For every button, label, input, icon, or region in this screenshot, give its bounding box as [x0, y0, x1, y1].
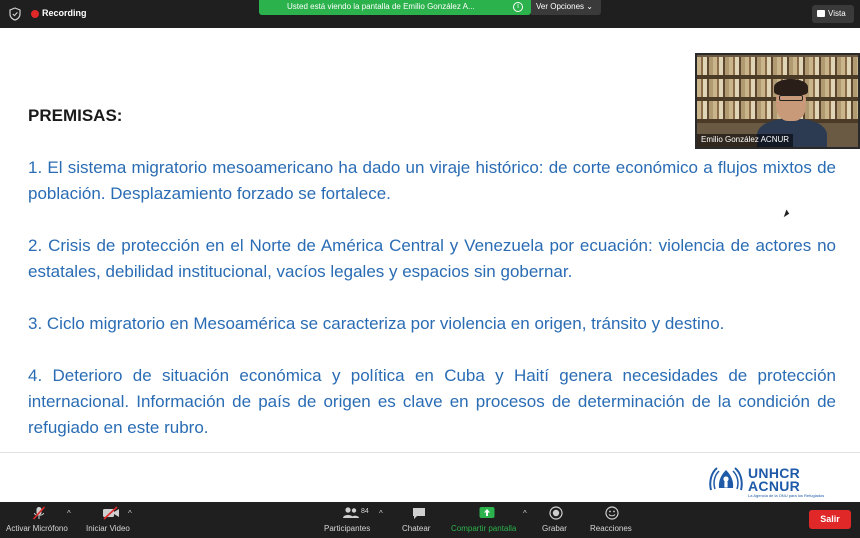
person-glasses [779, 95, 803, 101]
share-screen-button[interactable] [451, 502, 523, 538]
record-icon [549, 506, 563, 520]
reactions-label: Reacciones [590, 524, 632, 533]
acnur-name: ACNUR [748, 478, 801, 494]
recording-label: Recording [42, 8, 87, 18]
record-label: Grabar [542, 524, 567, 533]
leave-meeting-label: Salir [820, 514, 840, 524]
premise-1: 1. El sistema migratorio mesoamericano ha dado un viraje histórico: de corte económico a flujos mixtos de población. Desplazamiento forzado se fortalece. [28, 158, 836, 203]
view-label: Vista [828, 9, 846, 18]
leave-meeting-button[interactable] [809, 510, 851, 529]
participants-button[interactable] [324, 502, 380, 538]
start-video-label: Iniciar Video [86, 524, 130, 533]
screen-share-banner [259, 0, 531, 15]
chat-button[interactable] [402, 502, 436, 538]
unhcr-tagline: La Agencia de la ONU para los Refugiados [748, 493, 825, 498]
view-grid-icon [817, 10, 825, 17]
slide-heading: PREMISAS: [28, 106, 123, 125]
shield-icon[interactable] [9, 7, 21, 21]
start-video-button[interactable] [86, 502, 136, 538]
mouse-cursor-icon [784, 210, 790, 219]
chat-bubble-icon [412, 506, 426, 520]
screen-share-text: Usted está viendo la pantalla de Emilio González A... [287, 2, 475, 11]
microphone-muted-icon [32, 506, 46, 520]
premise-3: 3. Ciclo migratorio en Mesoamérica se caracteriza por violencia en origen, tránsito y destino. [28, 314, 725, 333]
share-options-chevron-icon[interactable]: ^ [523, 509, 527, 518]
bottom-toolbar [0, 502, 860, 538]
unhcr-emblem-icon [707, 464, 745, 494]
info-icon[interactable]: i [513, 2, 523, 12]
view-button[interactable] [812, 5, 854, 23]
unmute-label: Activar Micrófono [6, 524, 68, 533]
person-hair [774, 79, 808, 95]
view-options-button[interactable] [531, 0, 601, 15]
premise-2: 2. Crisis de protección en el Norte de América Central y Venezuela por ecuación: violencia de actores no estatales, debilidad institucional, vacíos legales y espacios sin gobernar. [28, 236, 836, 281]
unhcr-name: UNHCR [748, 465, 801, 481]
share-screen-icon [479, 506, 495, 520]
record-button[interactable] [541, 502, 571, 538]
share-screen-label: Compartir pantalla [451, 524, 517, 533]
participant-video[interactable] [695, 53, 860, 149]
participants-label: Participantes [324, 524, 371, 533]
unmute-button[interactable] [6, 502, 78, 538]
reactions-button[interactable] [589, 502, 635, 538]
top-bar [0, 0, 860, 28]
bookshelf-row [697, 57, 860, 75]
slide-divider [0, 452, 860, 453]
video-options-chevron-icon[interactable]: ^ [128, 509, 132, 518]
recording-dot-icon [31, 10, 39, 18]
participants-icon [342, 506, 360, 520]
participants-options-chevron-icon[interactable]: ^ [379, 509, 383, 518]
reactions-smiley-icon [605, 506, 619, 520]
view-options-label: Ver Opciones ⌄ [536, 2, 593, 11]
mic-options-chevron-icon[interactable]: ^ [67, 509, 71, 518]
video-off-icon [102, 506, 120, 520]
chat-label: Chatear [402, 524, 431, 533]
premise-4: 4. Deterioro de situación económica y política en Cuba y Haití genera necesidades de protección internacional. Información de país de origen es clave en procesos de determinación de la condición de refugiado en este rubro. [28, 366, 836, 437]
participant-name: Emilio González ACNUR [697, 134, 793, 147]
participants-count: 84 [361, 508, 369, 515]
